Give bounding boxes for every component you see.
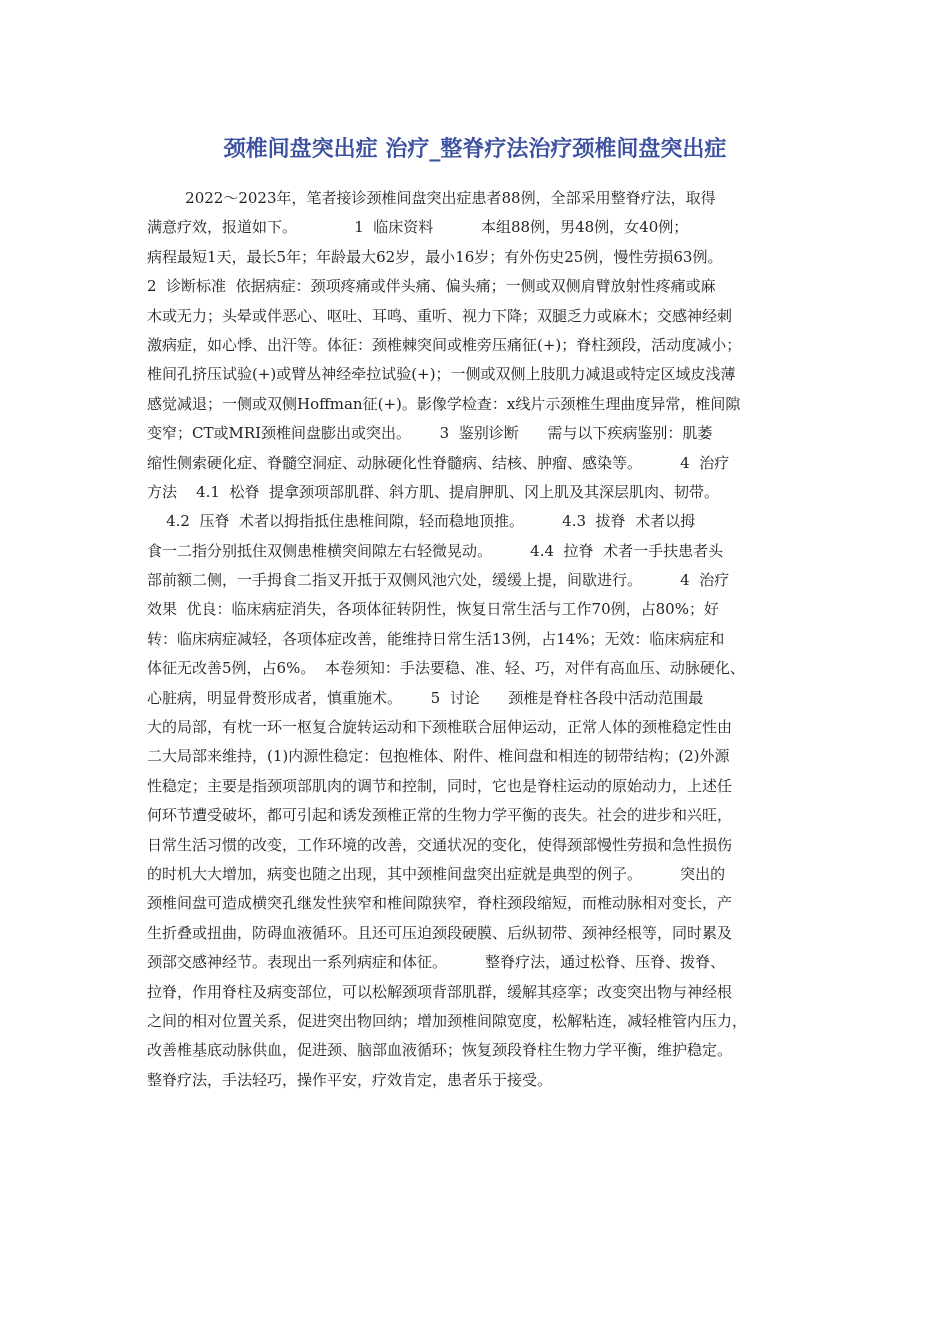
body-line: 的时机大大增加，病变也随之出现，其中颈椎间盘突出症就是典型的例子。 突出的 [147,864,726,883]
body-line: 之间的相对位置关系，促进突出物回纳；增加颈椎间隙宽度，松解粘连，减轻椎管内压力， [147,1011,748,1030]
body-line: 二大局部来维持，(1)内源性稳定：包抱椎体、附件、椎间盘和相连的韧带结构；(2)外源 [147,747,730,766]
body-line: 4.2 压脊 术者以拇指抵住患椎间隙，轻而稳地顶推。 4.3 拔脊 术者以拇 [147,512,696,531]
body-line: 方法 4.1 松脊 提拿颈项部肌群、斜方肌、提肩胛肌、冈上肌及其深层肌肉、韧带。 [147,482,720,501]
body-line: 整脊疗法，手法轻巧，操作平安，疗效肯定，患者乐于接受。 [147,1070,553,1089]
body-line: 满意疗效，报道如下。 1 临床资料 本组88例，男48例，女40例； [147,218,689,237]
body-line: 颈部交感神经节。表现出一系列病症和体征。 整脊疗法，通过松脊、压脊、拨脊、 [147,953,726,972]
body-line: 病程最短1天，最长5年；年龄最大62岁，最小16岁；有外伤史25例，慢性劳损63例。 [147,247,723,266]
document-body [147,184,807,1095]
body-line: 转：临床病症减轻，各项体症改善，能维持日常生活13例，占14%；无效：临床病症和 [147,629,725,648]
body-line: 变窄；CT或MRI颈椎间盘膨出或突出。 3 鉴别诊断 需与以下疾病鉴别：肌萎 [147,424,713,443]
body-line: 颈椎间盘可造成横突孔继发性狭窄和椎间隙狭窄，脊柱颈段缩短，而椎动脉相对变长，产 [147,894,733,913]
body-line: 日常生活习惯的改变，工作环境的改善，交通状况的变化，使得颈部慢性劳损和急性损伤 [147,835,733,854]
document-title: 颈椎间盘突出症 治疗_整脊疗法治疗颈椎间盘突出症 [223,137,727,162]
body-line: 改善椎基底动脉供血，促进颈、脑部血液循环；恢复颈段脊柱生物力学平衡，维护稳定。 [147,1041,733,1060]
body-line: 体征无改善5例，占6%。 本卷须知：手法要稳、准、轻、巧，对伴有高血压、动脉硬化、 [147,659,745,678]
body-line: 生折叠或扭曲，防碍血液循环。且还可压迫颈段硬膜、后纵韧带、颈神经根等，同时累及 [147,923,733,942]
body-line: 激病症，如心悸、出汗等。体征：颈椎棘突间或椎旁压痛征(+)；脊柱颈段，活动度减小； [147,335,742,354]
body-line: 感觉减退；一侧或双侧Hoffman征(+)。影像学检查：x线片示颈椎生理曲度异常，椎间隙 [147,394,741,413]
body-line: 心脏病，明显骨赘形成者，慎重施术。 5 讨论 颈椎是脊柱各段中活动范围最 [147,688,704,707]
body-line: 性稳定；主要是指颈项部肌肉的调节和控制，同时，它也是脊柱运动的原始动力，上述任 [147,776,733,795]
body-line: 缩性侧索硬化症、脊髓空洞症、动脉硬化性脊髓病、结核、肿瘤、感染等。 4 治疗 [147,453,730,472]
body-line: 效果 优良：临床病症消失，各项体征转阴性，恢复日常生活与工作70例，占80%；好 [147,600,719,619]
body-line: 2 诊断标准 依据病症：颈项疼痛或伴头痛、偏头痛；一侧或双侧肩臂放射性疼痛或麻 [147,277,716,296]
body-line: 食一二指分别抵住双侧患椎横突间隙左右轻微晃动。 4.4 拉脊 术者一手扶患者头 [147,541,724,560]
body-line: 拉脊，作用脊柱及病变部位，可以松解颈项背部肌群，缓解其痉挛；改变突出物与神经根 [147,982,733,1001]
body-line: 部前额二侧，一手拇食二指叉开抵于双侧风池穴处，缓缓上提，间歇进行。 4 治疗 [147,571,730,590]
body-line: 大的局部，有枕一环一枢复合旋转运动和下颈椎联合屈伸运动，正常人体的颈椎稳定性由 [147,718,733,737]
body-line: 木或无力；头晕或伴恶心、呕吐、耳鸣、重听、视力下降；双腿乏力或麻木；交感神经刺 [147,306,733,325]
body-line: 椎间孔挤压试验(+)或臂丛神经牵拉试验(+)；一侧或双侧上肢肌力减退或特定区域皮浅薄 [147,365,736,384]
body-line: 2022～2023年，笔者接诊颈椎间盘突出症患者88例，全部采用整脊疗法，取得 [147,189,716,207]
body-line: 何环节遭受破坏，都可引起和诱发颈椎正常的生物力学平衡的丧失。社会的进步和兴旺， [147,806,733,825]
